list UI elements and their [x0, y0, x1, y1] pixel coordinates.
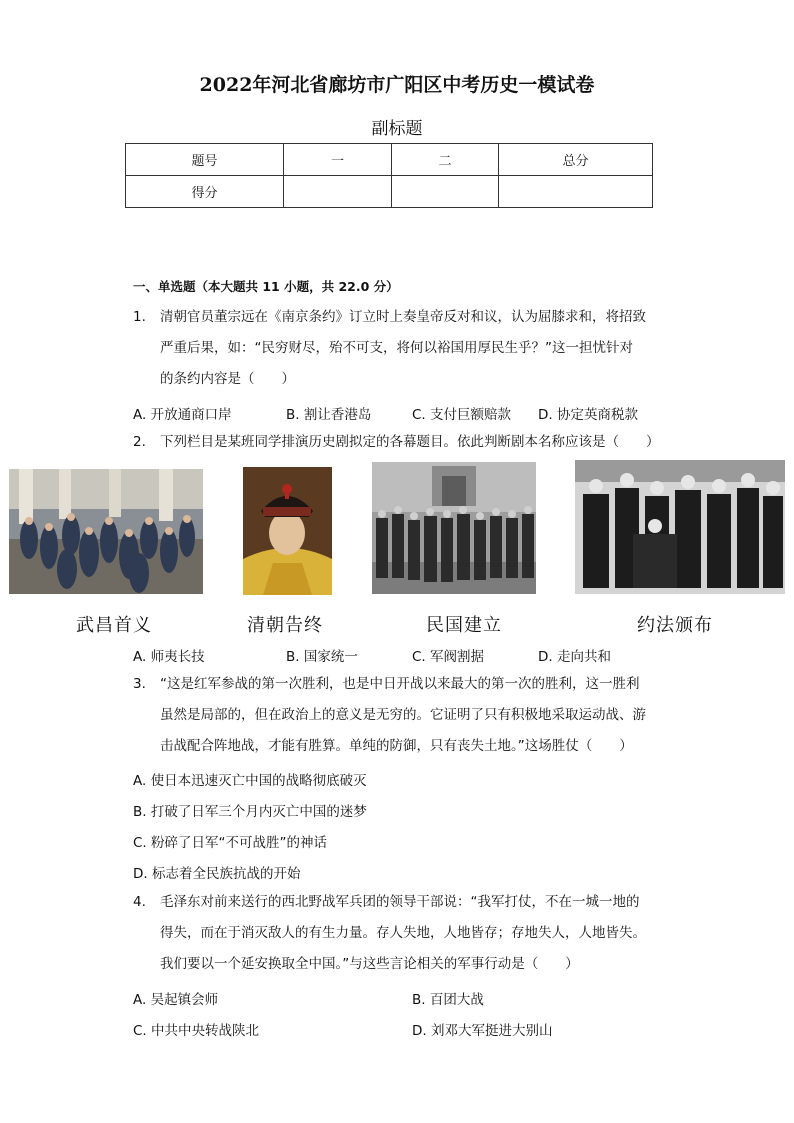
question-number: 2. [133, 434, 146, 450]
photo-caption: 约法颁布 [637, 615, 713, 636]
republic-founding-photo [372, 462, 536, 594]
option-b[interactable]: B. 打破了日军三个月内灭亡中国的迷梦 [133, 804, 367, 820]
option-a[interactable]: A. 使日本迅速灭亡中国的战略彻底破灭 [133, 773, 367, 789]
question-text: 击战配合阵地战，才能有胜算。单纯的防御，只有丧失土地。”这场胜仗（ ） [160, 738, 633, 754]
option-c[interactable]: C. 粉碎了日军“不可战胜”的神话 [133, 835, 327, 851]
question-text: 得失，而在于消灭敌人的有生力量。存人失地，人地皆存；存地失人，人地皆失。 [160, 925, 646, 941]
option-c[interactable]: C. 支付巨额赔款 [412, 407, 512, 423]
option-c[interactable]: C. 军阀割据 [412, 649, 485, 665]
score-cell[interactable] [499, 176, 653, 208]
table-cell: 二 [392, 144, 499, 176]
table-cell: 一 [284, 144, 392, 176]
question-text: 严重后果，如：“民穷财尽，殆不可支，将何以裕国用厚民生乎？”这一担忧针对 [160, 340, 633, 356]
table-row [126, 176, 653, 208]
option-c[interactable]: C. 中共中央转战陕北 [133, 1023, 260, 1039]
score-cell[interactable] [284, 176, 392, 208]
photo-caption: 清朝告终 [247, 615, 323, 636]
option-d[interactable]: D. 标志着全民族抗战的开始 [133, 866, 301, 882]
table-cell: 得分 [126, 176, 284, 208]
question-text: 清朝官员董宗远在《南京条约》订立时上奏皇帝反对和议，认为屈膝求和，将招致 [160, 309, 646, 325]
question-text: “这是红军参战的第一次胜利，也是中日开战以来最大的第一次的胜利，这一胜利 [160, 676, 640, 692]
qing-emperor-photo [243, 467, 332, 595]
option-b[interactable]: B. 国家统一 [286, 649, 358, 665]
option-b[interactable]: B. 割让香港岛 [286, 407, 372, 423]
option-b[interactable]: B. 百团大战 [412, 992, 484, 1008]
page-title: 2022年河北省廊坊市广阳区中考历史一模试卷 [199, 74, 595, 96]
page-subtitle: 副标题 [371, 119, 423, 139]
option-d[interactable]: D. 协定英商税款 [538, 407, 638, 423]
option-a[interactable]: A. 师夷长技 [133, 649, 205, 665]
question-text: 虽然是局部的，但在政治上的意义是无穷的。它证明了只有积极地采取运动战、游 [160, 707, 646, 723]
question-text: 下列栏目是某班同学排演历史剧拟定的各幕题目。依此判断剧本名称应该是（ ） [160, 434, 660, 450]
question-number: 3. [133, 676, 146, 692]
question-number: 1. [133, 309, 146, 325]
photo-caption: 民国建立 [426, 615, 502, 636]
question-text: 毛泽东对前来送行的西北野战军兵团的领导干部说：“我军打仗，不在一城一地的 [160, 894, 640, 910]
score-cell[interactable] [392, 176, 499, 208]
provisional-constitution-photo [575, 460, 785, 594]
table-cell: 题号 [126, 144, 284, 176]
option-a[interactable]: A. 吴起镇会师 [133, 992, 219, 1008]
option-d[interactable]: D. 走向共和 [538, 649, 611, 665]
question-text: 我们要以一个延安换取全中国。”与这些言论相关的军事行动是（ ） [160, 956, 579, 972]
question-number: 4. [133, 894, 146, 910]
question-text: 的条约内容是（ ） [160, 371, 295, 387]
score-table [125, 143, 653, 208]
wuchang-uprising-photo [9, 469, 203, 594]
table-cell: 总分 [499, 144, 653, 176]
section-heading: 一、单选题（本大题共 11 小题，共 22.0 分） [133, 279, 399, 294]
photo-caption: 武昌首义 [76, 615, 152, 636]
table-row [126, 144, 653, 176]
option-a[interactable]: A. 开放通商口岸 [133, 407, 232, 423]
option-d[interactable]: D. 刘邓大军挺进大别山 [412, 1023, 553, 1039]
